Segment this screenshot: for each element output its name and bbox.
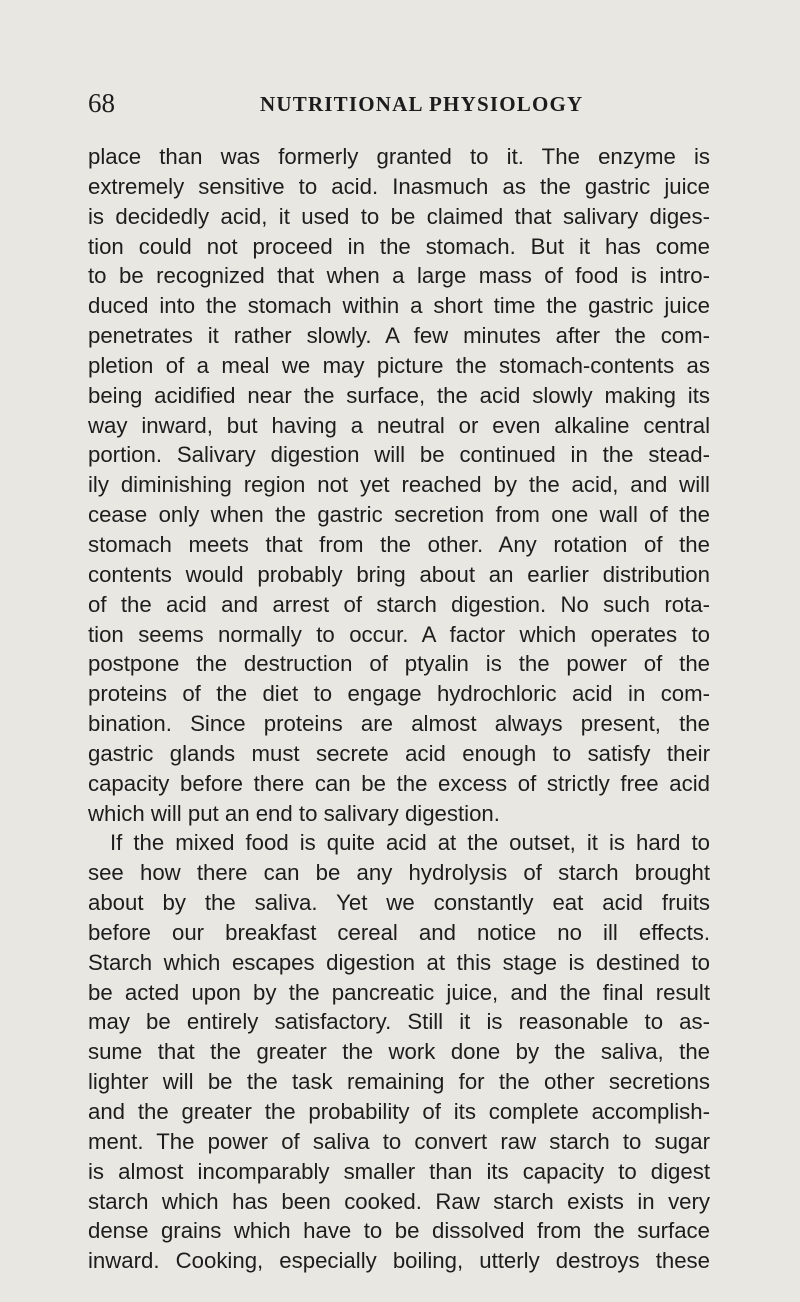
text-line: place than was formerly granted to it. The enzyme is: [88, 144, 710, 169]
text-line: extremely sensitive to acid. Inasmuch as the gastric juice: [88, 173, 710, 199]
text-line: may be entirely satisfactory. Still it is reasonable to as-: [88, 1009, 710, 1035]
text-line: gastric glands must secrete acid enough to satisfy their: [88, 740, 710, 766]
text-line: way inward, but having a neutral or even alkaline central: [88, 412, 710, 438]
running-title: NUTRITIONAL PHYSIOLOGY: [260, 92, 584, 116]
text-line: ily diminishing region not yet reached by the acid, and will: [88, 472, 710, 498]
text-line: inward. Cooking, especially boiling, utterly destroys these: [88, 1248, 710, 1274]
text-line: duced into the stomach within a short time the gastric juice: [88, 293, 710, 319]
text-line: contents would probably bring about an earlier distribution: [88, 561, 710, 587]
page-number: 68: [88, 88, 115, 118]
text-line: capacity before there can be the excess of strictly free acid: [88, 770, 710, 796]
text-line: cease only when the gastric secretion from one wall of the: [88, 502, 710, 528]
text-line: and the greater the probability of its complete accomplish-: [88, 1099, 710, 1124]
text-line: proteins of the diet to engage hydrochloric acid in com-: [88, 681, 710, 707]
text-line: of the acid and arrest of starch digestion. No such rota-: [88, 591, 710, 617]
text-line: tion could not proceed in the stomach. But it has come: [88, 233, 710, 259]
text-line: postpone the destruction of ptyalin is the power of the: [88, 651, 710, 677]
text-line: lighter will be the task remaining for the other secretions: [88, 1069, 710, 1095]
text-line: Starch which escapes digestion at this stage is destined to: [88, 949, 710, 975]
text-line: is almost incomparably smaller than its capacity to digest: [88, 1158, 710, 1184]
text-line: ment. The power of saliva to convert raw starch to sugar: [88, 1128, 710, 1154]
paragraph-first-line: If the mixed food is quite acid at the outset, it is hard to: [110, 830, 710, 856]
text-line: to be recognized that when a large mass of food is intro-: [88, 263, 710, 289]
text-line: tion seems normally to occur. A factor which operates to: [88, 621, 710, 647]
text-line: stomach meets that from the other. Any rotation of the: [88, 531, 710, 557]
running-head: [88, 88, 710, 118]
text-line: dense grains which have to be dissolved from the surface: [88, 1218, 710, 1244]
body-text: [88, 142, 710, 1276]
text-line: bination. Since proteins are almost always present, the: [88, 711, 710, 737]
text-line: being acidified near the surface, the acid slowly making its: [88, 382, 710, 408]
text-line: starch which has been cooked. Raw starch exists in very: [88, 1188, 710, 1214]
text-line: pletion of a meal we may picture the stomach-contents as: [88, 352, 710, 378]
text-line: be acted upon by the pancreatic juice, and the final result: [88, 979, 710, 1005]
text-line: see how there can be any hydrolysis of starch brought: [88, 860, 710, 886]
paragraph-last-line: which will put an end to salivary digestion.: [88, 800, 500, 826]
text-line: about by the saliva. Yet we constantly eat acid fruits: [88, 890, 710, 916]
text-line: before our breakfast cereal and notice no ill effects.: [88, 919, 710, 945]
text-line: portion. Salivary digestion will be continued in the stead-: [88, 442, 710, 468]
text-line: sume that the greater the work done by the saliva, the: [88, 1039, 710, 1065]
text-line: penetrates it rather slowly. A few minutes after the com-: [88, 323, 710, 349]
text-line: is decidedly acid, it used to be claimed that salivary diges-: [88, 203, 710, 229]
